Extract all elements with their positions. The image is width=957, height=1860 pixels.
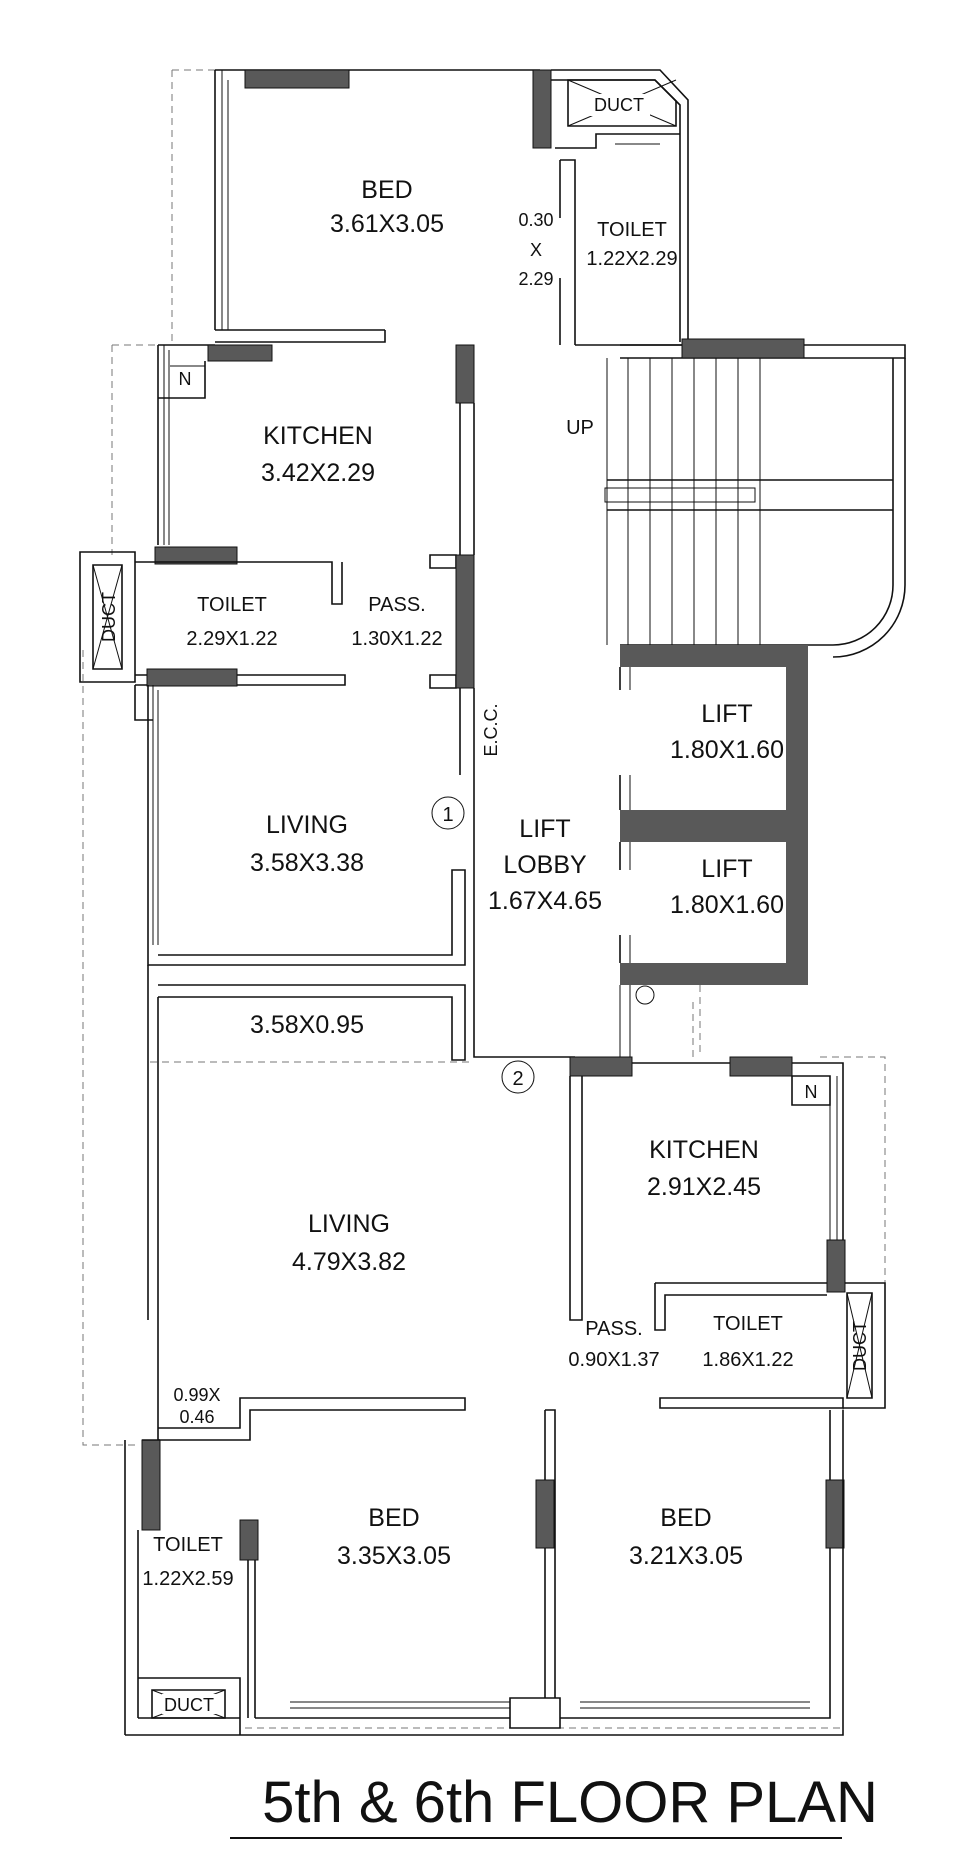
toilet-mid-block [80,547,474,775]
lift-lobby-size: 1.67X4.65 [488,887,602,915]
pass-1-name: PASS. [368,594,426,616]
flat-2-number: 2 [512,1068,524,1090]
bed-br-size: 3.21X3.05 [629,1542,743,1570]
living-1-size: 3.58X3.38 [250,849,364,877]
lift-1-name: LIFT [701,700,753,728]
north-2-label: N [804,1082,818,1102]
balcony-size: 3.58X0.95 [250,1011,364,1039]
flat-1-number: 1 [442,804,454,826]
kitchen-2-name: KITCHEN [649,1136,759,1164]
duct-top-label: DUCT [594,95,644,115]
duct-left-label: DUCT [99,592,119,642]
niche-line1: 0.99X [173,1385,221,1405]
toilet-bl-name: TOILET [153,1534,223,1556]
up-label: UP [566,417,594,439]
toilet-mid-size: 2.29X1.22 [186,628,278,650]
lower-walls [125,1320,844,1735]
passage-top-line3: 2.29 [518,269,554,289]
toilet-top-name: TOILET [597,219,667,241]
toilet-mid-name: TOILET [197,594,267,616]
staircase [566,339,905,657]
room-labels [142,176,793,1715]
pass-1-size: 1.30X1.22 [351,628,443,650]
lift-2-size: 1.80X1.60 [670,891,784,919]
passage-top-line2: X [529,240,543,260]
bed-top-size: 3.61X3.05 [330,210,444,238]
toilet-right-size: 1.86X1.22 [702,1349,794,1371]
lift-1-size: 1.80X1.60 [670,736,784,764]
niche-line2: 0.46 [179,1407,215,1427]
north-1-label: N [178,369,192,389]
lift-lobby-name-2: LOBBY [503,851,587,879]
pass-2-size: 0.90X1.37 [568,1349,660,1371]
pass-2-name: PASS. [585,1318,643,1340]
duct-right-label: DUCT [850,1321,870,1371]
kitchen-1-size: 3.42X2.29 [261,459,375,487]
plan-title-text: 5th & 6th FLOOR PLAN [262,1770,878,1835]
living-2-size: 4.79X3.82 [292,1248,406,1276]
kitchen-1-name: KITCHEN [263,422,373,450]
passage-top-line1: 0.30 [518,210,554,230]
toilet-top-size: 1.22X2.29 [586,248,678,270]
duct-bottom-label: DUCT [164,1695,214,1715]
lift-lobby-name-1: LIFT [519,815,571,843]
bed-top-name: BED [361,176,413,204]
kitchen-2-size: 2.91X2.45 [647,1173,761,1201]
bed-bl-name: BED [368,1504,420,1532]
lift-2-name: LIFT [701,855,753,883]
bed-bl-size: 3.35X3.05 [337,1542,451,1570]
bed-br-name: BED [660,1504,712,1532]
plan-title [230,1770,878,1838]
ecc-label: E.C.C. [481,703,501,757]
toilet-right-name: TOILET [713,1313,783,1335]
living-2-name: LIVING [308,1210,390,1238]
toilet-bl-size: 1.22X2.59 [142,1568,234,1590]
kitchen-1-walls [158,345,474,555]
duct-top [568,80,676,126]
living-1-name: LIVING [266,811,348,839]
